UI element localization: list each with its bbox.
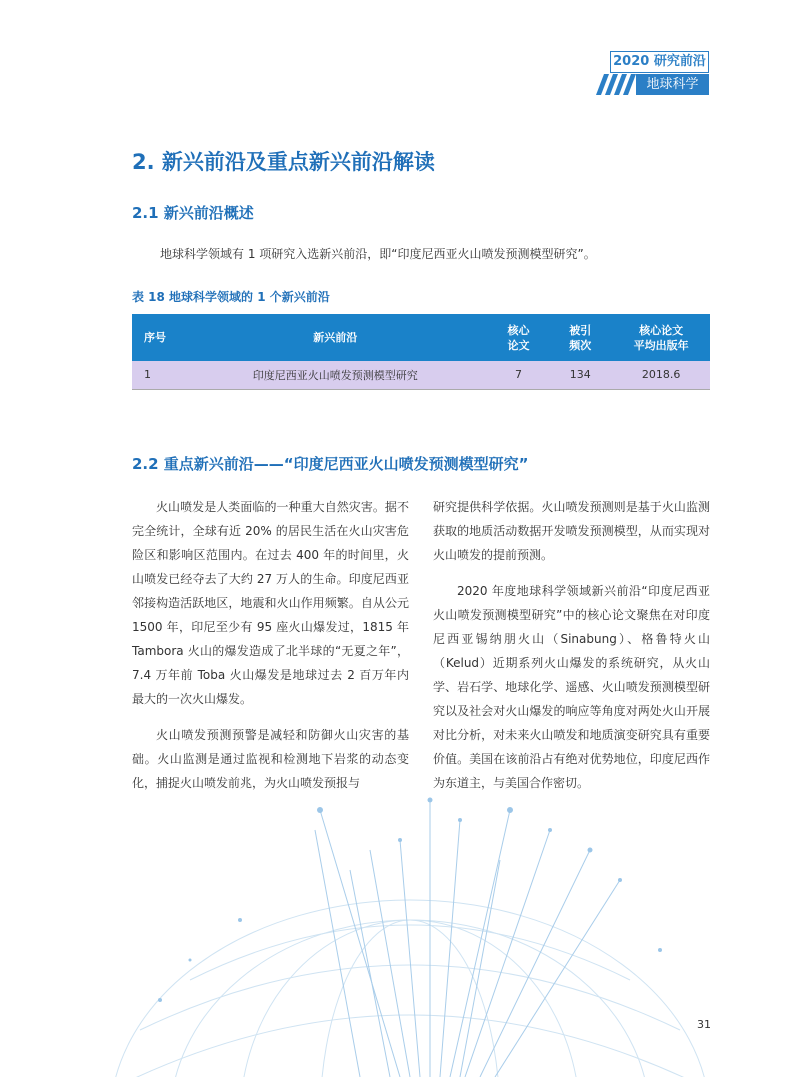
- header-core-papers: [489, 314, 549, 361]
- report-year-label: 2020 研究前沿: [610, 51, 709, 73]
- cell-index: 1: [132, 361, 182, 389]
- emerging-frontier-table: [132, 314, 710, 390]
- header-core-line2: 论文: [507, 338, 530, 352]
- header-year-line2: 平均出版年: [633, 338, 689, 352]
- header-cite-line2: 频次: [569, 338, 592, 352]
- cell-core-papers: 7: [489, 361, 549, 389]
- header-badge: [596, 51, 710, 95]
- body-column-left: [132, 495, 409, 807]
- paragraph: 2020 年度地球科学领域新兴前沿“印度尼西亚火山喷发预测模型研究”中的核心论文聚焦在对印度尼西亚锡纳朋火山（Sinabung）、格鲁特火山（Kelud）近期系列火山爆发的系统研究，从火山学、岩石学、地球化学、遥感、火山喷发预测模型研究以及社会对火山爆发的响应等角度对两处火山开展对比分析，对未来火山喷发和地质演变研究具有重要价值。美国在该前沿占有绝对优势地位，印度尼西作为东道主，与美国合作密切。: [433, 584, 710, 790]
- header-cite-line1: 被引: [569, 323, 592, 337]
- section-title: 2. 新兴前沿及重点新兴前沿解读: [132, 150, 435, 174]
- page-number: 31: [697, 1018, 711, 1031]
- subsection-title-key-frontier: 2.2 重点新兴前沿——“印度尼西亚火山喷发预测模型研究”: [132, 455, 529, 473]
- decorative-globe-graphic: [100, 790, 720, 1077]
- intro-paragraph: 地球科学领域有 1 项研究入选新兴前沿，即“印度尼西亚火山喷发预测模型研究”。: [160, 247, 596, 261]
- header-citations: [548, 314, 612, 361]
- cell-citations: 134: [548, 361, 612, 389]
- cell-avg-year: 2018.6: [612, 361, 710, 389]
- table-header-row: [132, 314, 710, 361]
- header-core-line1: 核心: [507, 323, 530, 337]
- header-avg-year: [612, 314, 710, 361]
- table-row: [132, 361, 710, 389]
- header-frontier: 新兴前沿: [313, 331, 358, 344]
- header-index: 序号: [144, 331, 166, 344]
- header-year-line1: 核心论文: [639, 323, 684, 337]
- discipline-label: 地球科学: [636, 74, 709, 95]
- cell-frontier: 印度尼西亚火山喷发预测模型研究: [182, 361, 489, 389]
- paragraph: 火山喷发是人类面临的一种重大自然灾害。据不完全统计，全球有近 20% 的居民生活在火山灾害危险区和影响区范围内。在过去 400 年的时间里，火山喷发已经夺去了大约 27 万人的生命。印度尼西亚邻接构造活跃地区，地震和火山作用频繁。自从公元 1500 年，印尼至少有 95 座火山爆发过，1815 年 Tambora 火山的爆发造成了北半球的“无夏之年”，7.4 万年前 Toba 火山爆发是地球过去 2 百万年内最大的一次火山爆发。: [132, 500, 409, 706]
- table-caption: 表 18 地球科学领域的 1 个新兴前沿: [132, 290, 330, 304]
- decorative-stripes-icon: [596, 74, 636, 95]
- paragraph: 研究提供科学依据。火山喷发预测则是基于火山监测获取的地质活动数据开发喷发预测模型，从而实现对火山喷发的提前预测。: [433, 500, 710, 562]
- paragraph: 火山喷发预测预警是减轻和防御火山灾害的基础。火山监测是通过监视和检测地下岩浆的动态变化，捕捉火山喷发前兆，为火山喷发预报与: [132, 728, 409, 790]
- subsection-title-overview: 2.1 新兴前沿概述: [132, 204, 254, 222]
- body-column-right: [433, 495, 710, 807]
